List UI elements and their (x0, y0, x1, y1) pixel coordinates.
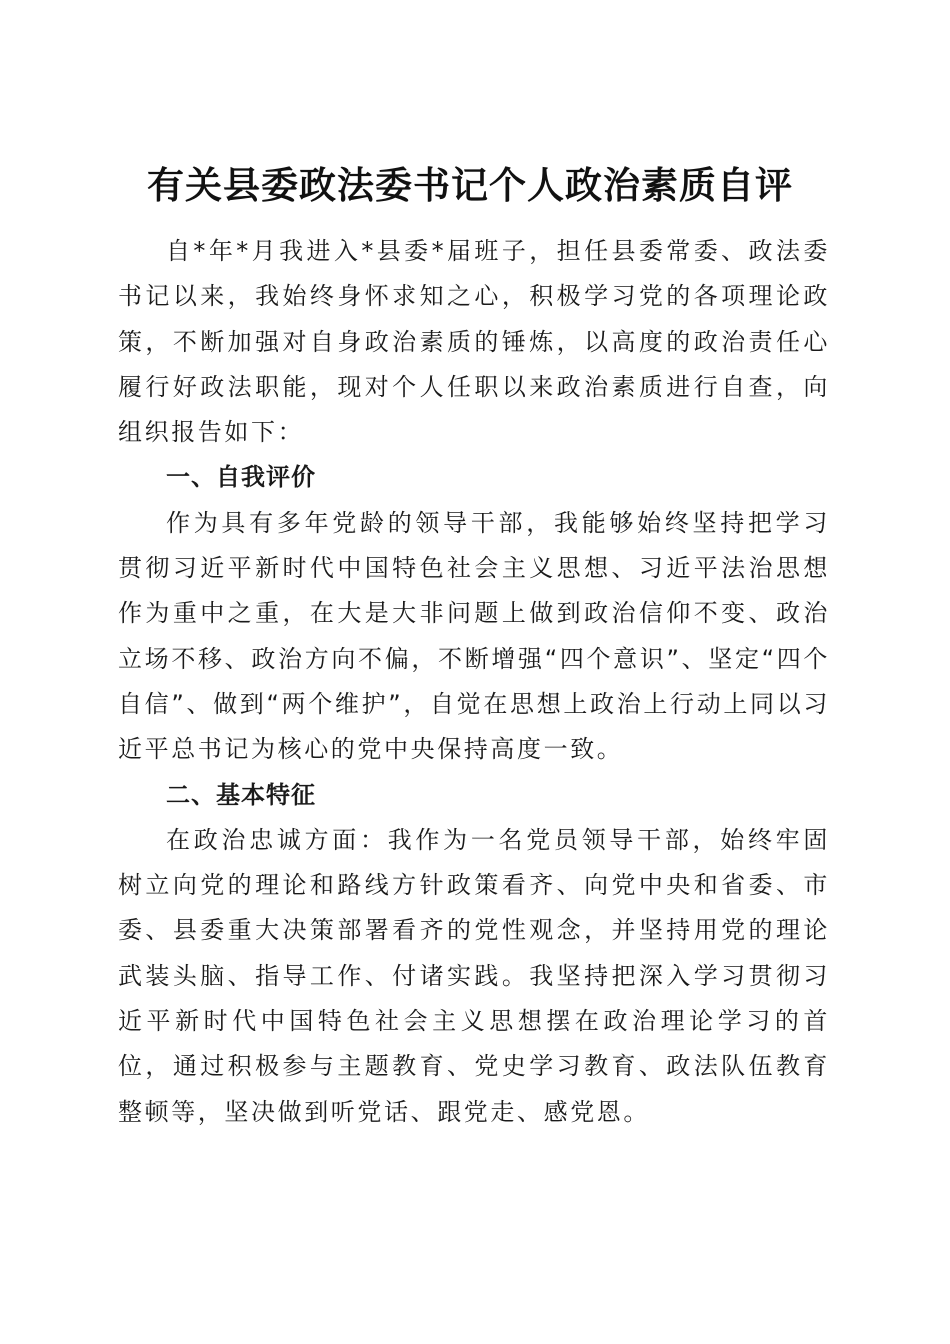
section-heading-self-evaluation: 一、自我评价 (166, 463, 316, 492)
document-body (118, 229, 830, 1135)
intro-paragraph: 自*年*月我进入*县委*届班子，担任县委常委、政法委书记以来，我始终身怀求知之心，积极学习党的各项理论政策，不断加强对自身政治素质的锤炼，以高度的政治责任心履行好政法职能，现对个人任职以来政治素质进行自查，向组织报告如下： (118, 237, 830, 447)
document-title: 有关县委政法委书记个人政治素质自评 (147, 162, 793, 207)
section-paragraph-self-evaluation: 作为具有多年党龄的领导干部，我能够始终坚持把学习贯彻习近平新时代中国特色社会主义思想、习近平法治思想作为重中之重，在大是大非问题上做到政治信仰不变、政治立场不移、政治方向不偏，不断增强“四个意识”、坚定“四个自信”、做到“两个维护”，自觉在思想上政治上行动上同以习近平总书记为核心的党中央保持高度一致。 (118, 508, 830, 764)
section-heading-basic-features: 二、基本特征 (166, 780, 316, 809)
section-paragraph-basic-features: 在政治忠诚方面：我作为一名党员领导干部，始终牢固树立向党的理论和路线方针政策看齐、向党中央和省委、市委、县委重大决策部署看齐的党性观念，并坚持用党的理论武装头脑、指导工作、付诸实践。我坚持把深入学习贯彻习近平新时代中国特色社会主义思想摆在政治理论学习的首位，通过积极参与主题教育、党史学习教育、政法队伍教育整顿等，坚决做到听党话、跟党走、感党恩。 (118, 825, 830, 1126)
